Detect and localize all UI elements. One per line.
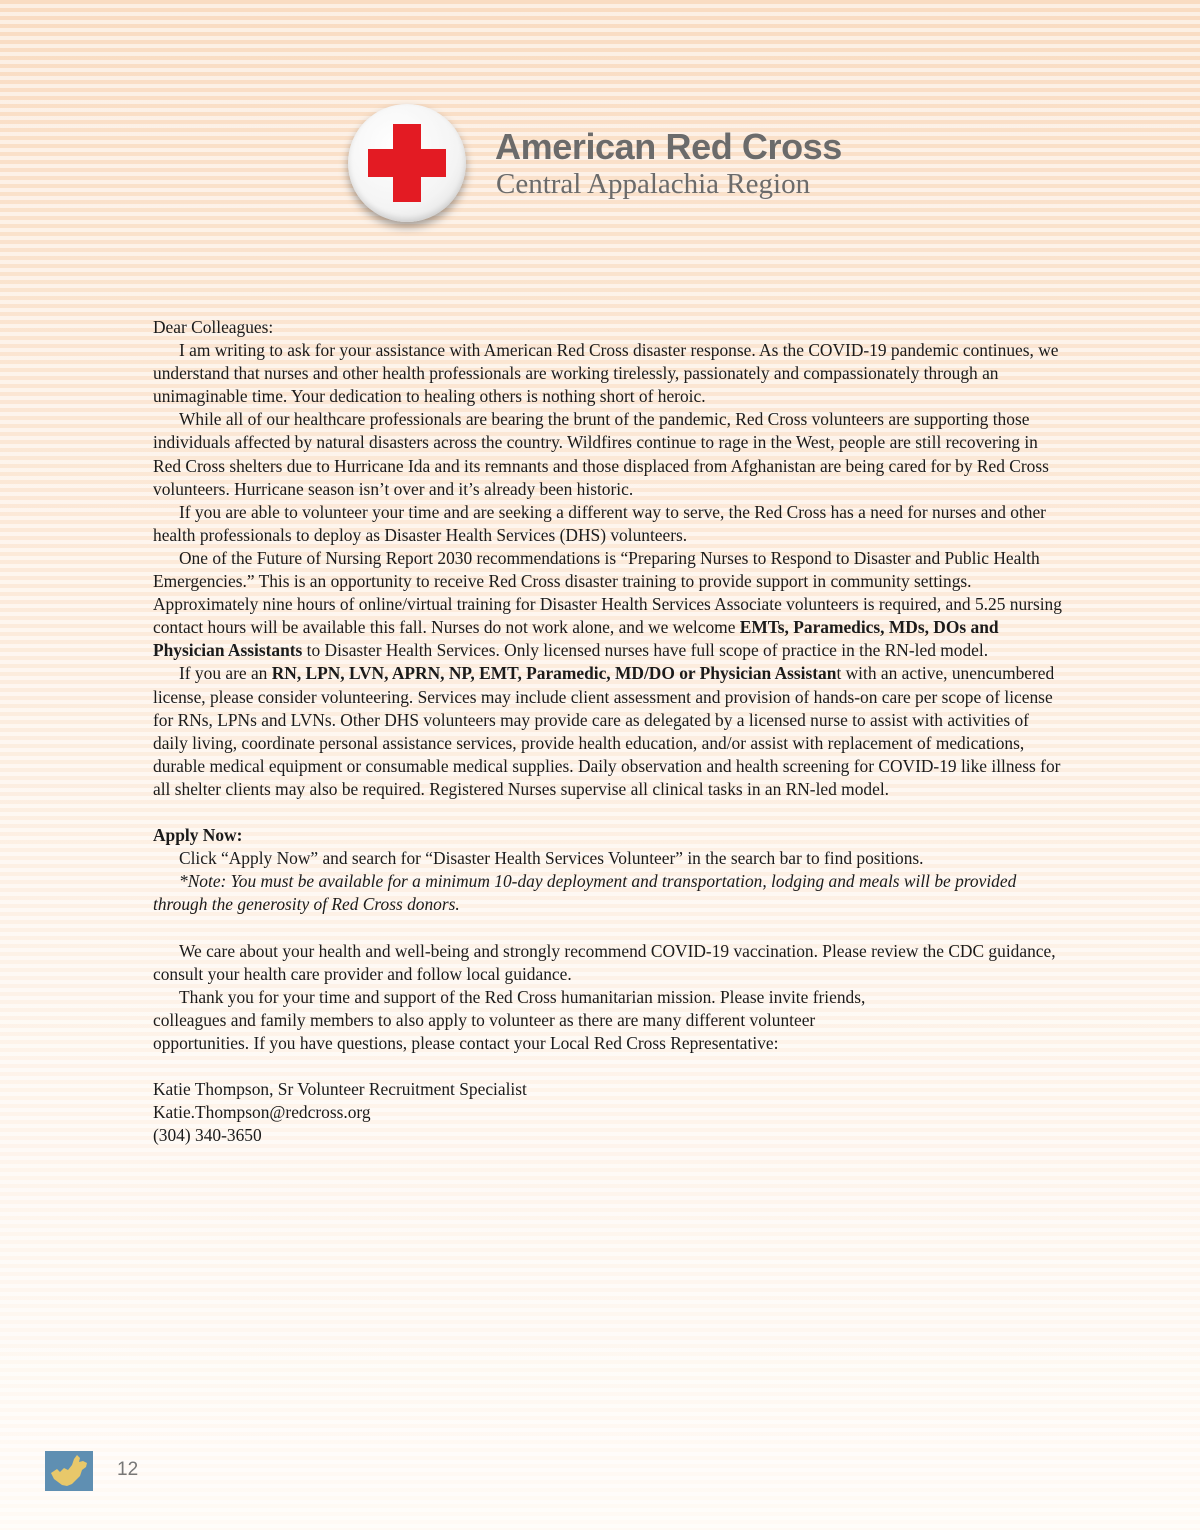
- spacer: [153, 801, 1063, 824]
- logo-region-name: Central Appalachia Region: [496, 168, 811, 200]
- apply-heading: [153, 824, 1063, 847]
- deployment-note: *Note: You must be available for a minimum 10-day deployment and transportation, lodging and meals will be provided through the generosity of Red Cross donors.: [153, 871, 1017, 915]
- paragraph-intro: I am writing to ask for your assistance with American Red Cross disaster response. As the COVID-19 pandemic continues, we understand that nurses and other health professionals are working tirelessly, passionately and compassionately through an unimaginable time. Your dedication to healing others is nothing short of heroic.: [153, 340, 1059, 407]
- thanks-line-3: opportunities. If you have questions, please contact your Local Red Cross Representative:: [153, 1032, 779, 1053]
- paragraph-eligibility-text-a: If you are an: [179, 663, 272, 684]
- paragraph-thanks: [153, 986, 1063, 1055]
- red-cross-badge-icon: [348, 104, 466, 222]
- contact-email: Katie.Thompson@redcross.org: [153, 1102, 371, 1123]
- logo-org-name: American Red Cross: [495, 126, 842, 167]
- thanks-line-2: colleagues and family members to also apply to volunteer as there are many different volunteer: [153, 1009, 816, 1030]
- contact-phone: (304) 340-3650: [153, 1125, 262, 1146]
- paragraph-need: If you are able to volunteer your time and are seeking a different way to serve, the Red Cross has a need for nurses and other health professionals to deploy as Disaster Health Services (DHS) volunteers.: [153, 501, 1046, 545]
- salutation: Dear Colleagues:: [153, 317, 274, 337]
- thanks-line-1: Thank you for your time and support of the Red Cross humanitarian mission. Please invite friends,: [179, 986, 866, 1007]
- paragraph-training-text-a: One of the Future of Nursing Report 2030 recommendations is “Preparing Nurses to Respond to Disaster and Public Health Emergencies.” This is an opportunity to receive Red Cross disaster training to provide support in community settings. Approximately nine hours of online/virtual training for Disaster Health Services Associate volunteers is required, and 5.25 nursing contact hours will be available this fall. Nurses do not work alone, and we welcome: [153, 547, 1062, 638]
- paragraph-training-bold: EMTs, Paramedics, MDs, DOs and Physician Assistants: [153, 617, 999, 661]
- red-cross-logo: [348, 104, 908, 234]
- west-virginia-map-icon: [45, 1451, 93, 1491]
- spacer: [153, 916, 1063, 939]
- page-number: 12: [117, 1459, 139, 1480]
- paragraph-eligibility: [153, 662, 1063, 801]
- apply-heading-text: Apply Now:: [153, 825, 243, 846]
- contact-name: Katie Thompson, Sr Volunteer Recruitment Specialist: [153, 1079, 527, 1100]
- paragraph-training: [153, 547, 1063, 662]
- paragraph-health: We care about your health and well-being and strongly recommend COVID-19 vaccination. Please review the CDC guidance, consult your health care provider and follow local guidance.: [153, 940, 1056, 984]
- paragraph-training-text-b: to Disaster Health Services. Only licensed nurses have full scope of practice in the RN-led model.: [302, 640, 989, 661]
- paragraph-eligibility-bold: RN, LPN, LVN, APRN, NP, EMT, Paramedic, MD/DO or Physician Assistan: [271, 663, 837, 684]
- paragraph-volunteers: While all of our healthcare professionals are bearing the brunt of the pandemic, Red Cross volunteers are supporting those individuals affected by natural disasters across the country. Wildfires continue to rage in the West, people are still recovering in Red Cross shelters due to Hurricane Ida and its remnants and those displaced from Afghanistan are being cared for by Red Cross volunteers. Hurricane season isn’t over and it’s already been historic.: [153, 409, 1049, 499]
- letter-body: [153, 316, 1063, 1147]
- apply-instructions: Click “Apply Now” and search for “Disaster Health Services Volunteer” in the search bar to find positions.: [179, 848, 924, 869]
- spacer: [153, 1055, 1063, 1078]
- paragraph-eligibility-text-b: t with an active, unencumbered license, please consider volunteering. Services may include client assessment and provision of hands-on care per scope of license for RNs, LPNs and LVNs. Other DHS volunteers may provide care as delegated by a licensed nurse to assist with activities of daily living, coordinate personal assistance services, provide health education, and/or assist with replacement of medications, durable medical equipment or consumable medical supplies. Daily observation and health screening for COVID-19 like illness for all shelter clients may also be required. Registered Nurses supervise all clinical tasks in an RN-led model.: [153, 663, 1061, 799]
